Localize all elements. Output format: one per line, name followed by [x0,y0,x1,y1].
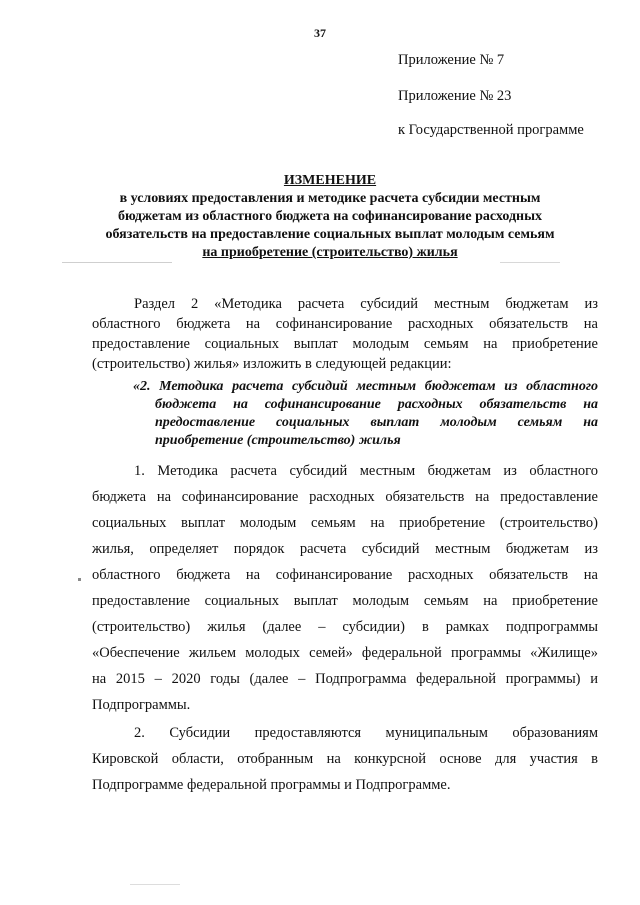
appendix-program-label: к Государственной программе [398,122,584,138]
appendix-label-7: Приложение № 7 [398,52,505,68]
paragraph-1 [92,458,598,718]
heading-line: бюджета на софинансирование расходных обязательств на [155,397,598,412]
section-heading [133,378,598,450]
text-line: областного бюджета на софинансирование расходных обязательств на [92,567,598,583]
intro-paragraph [92,294,598,374]
text-line: предоставление социальных выплат молодым семьям на приобретение [92,336,598,352]
text-line: жилья, определяет порядок расчета субсидий местным бюджетам из [92,541,598,557]
title-line: бюджетам из областного бюджета на софинансирование расходных [117,209,543,224]
text-line: предоставление социальных выплат молодым семьям на приобретение [92,593,598,609]
text-line: бюджета на софинансирование расходных обязательств на предоставление [92,489,598,505]
text-line: областного бюджета на софинансирование расходных обязательств на [92,316,598,332]
text-line: Подпрограммы. [92,697,191,713]
heading-line: приобретение (строительство) жилья [155,433,401,448]
title-line: на приобретение (строительство) жилья [202,245,458,260]
text-line: Подпрограмме федеральной программы и Подпрограмме. [92,777,451,793]
page-number: 37 [314,26,326,40]
text-line: «Обеспечение жильем молодых семей» федеральной программы «Жилище» [92,645,598,661]
document-title [80,172,580,262]
text-line: (строительство) жилья (далее – субсидии) в рамках подпрограммы [92,619,598,635]
title-line: в условиях предоставления и методике расчета субсидии местным [119,191,541,206]
paragraph-2 [92,720,598,798]
text-line: 1. Методика расчета субсидий местным бюджетам из областного [134,463,598,479]
heading-line: «2. Методика расчета субсидий местным бюджетам из областного [133,379,598,394]
appendix-label-23: Приложение № 23 [398,88,512,104]
text-line: Кировской области, отобранным на конкурсной основе для участия в [92,751,598,767]
text-line: 2. Субсидии предоставляются муниципальным образованиям [134,725,598,741]
scan-speck [500,262,560,263]
text-line: на 2015 – 2020 годы (далее – Подпрограмма федеральной программы) и [92,671,598,687]
heading-line: предоставление социальных выплат молодым семьям на [155,415,598,430]
text-line: Раздел 2 «Методика расчета субсидий местным бюджетам из [134,296,598,312]
text-line: (строительство) жилья» изложить в следующей редакции: [92,356,452,372]
title-line: обязательств на предоставление социальных выплат молодым семьям [105,227,555,242]
scan-speck [62,262,172,263]
title-main: ИЗМЕНЕНИЕ [283,173,377,188]
text-line: социальных выплат молодым семьям на приобретение (строительство) [92,515,598,531]
scan-speck [78,578,81,581]
scan-speck [130,884,180,885]
